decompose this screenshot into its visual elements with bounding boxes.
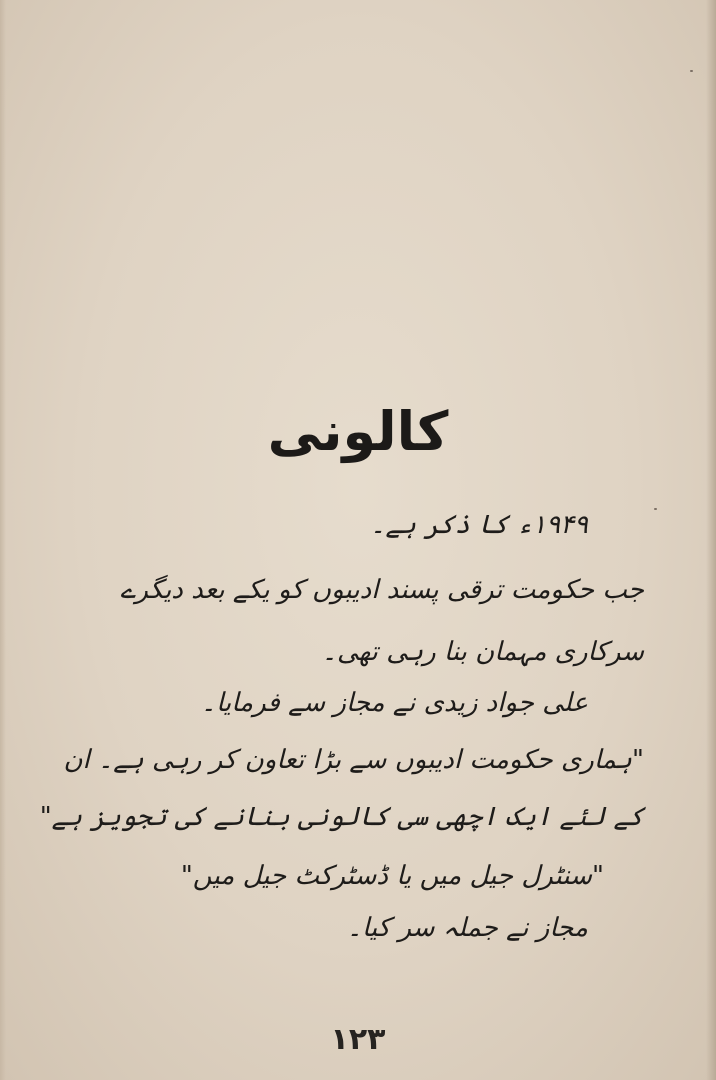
paper-speck: [654, 508, 657, 510]
page-right-edge-shadow: [706, 0, 716, 1080]
page-number: ۱۲۳: [330, 1022, 386, 1057]
text-line-1: ۱۹۴۹ء کا ذکر ہے۔: [370, 510, 588, 540]
text-line-7: "سنٹرل جیل میں یا ڈسٹرکٹ جیل میں": [180, 861, 604, 891]
text-line-3: سرکاری مہمان بنا رہی تھی۔: [321, 637, 644, 667]
page-left-edge-shadow: [0, 0, 6, 1080]
text-line-5: "ہماری حکومت ادیبوں سے بڑا تعاون کر رہی ہے۔ ان: [63, 745, 644, 775]
text-line-2: جب حکومت ترقی پسند ادیبوں کو یکے بعد دیگرے: [120, 575, 644, 605]
chapter-title: کالونی: [267, 400, 449, 463]
text-line-8: مجاز نے جملہ سر کیا۔: [346, 913, 588, 943]
text-line-6: کے لئے ایک اچھی سی کالونی بنانے کی تجویز ہے": [39, 802, 644, 832]
paper-speck: [690, 70, 693, 72]
text-line-4: علی جواد زیدی نے مجاز سے فرمایا۔: [200, 688, 588, 718]
